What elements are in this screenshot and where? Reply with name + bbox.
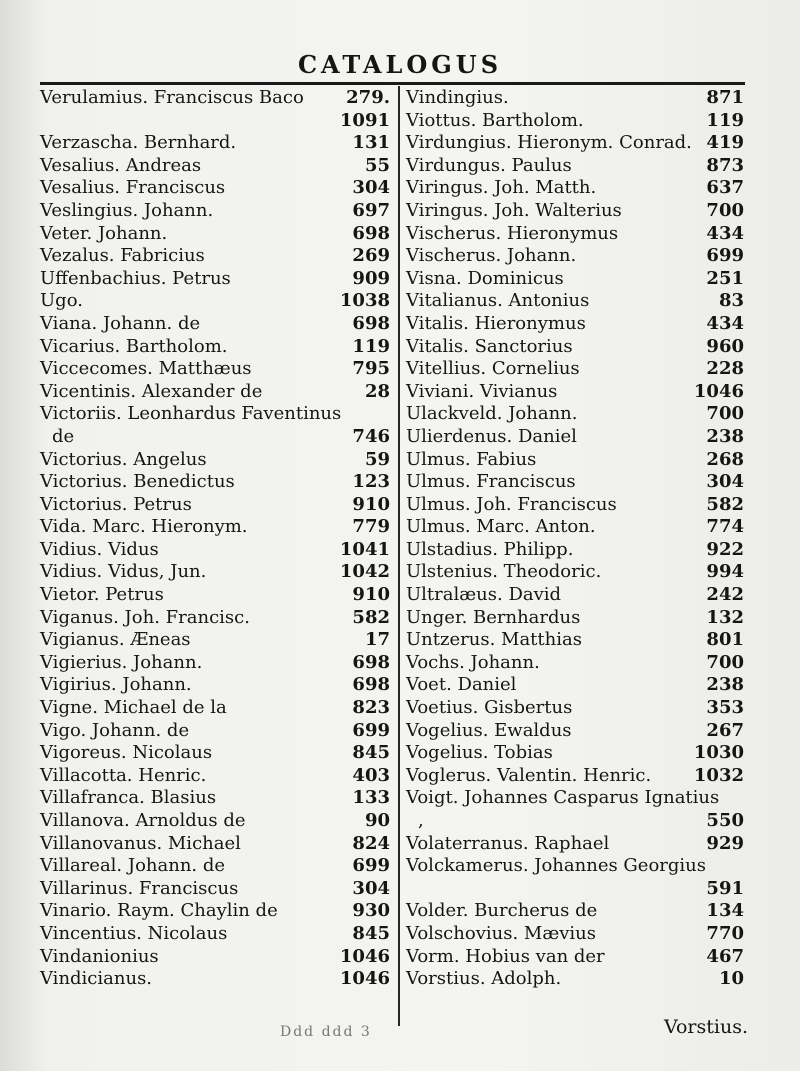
entry-page-number: 922 xyxy=(706,538,744,560)
entry-page-number: 795 xyxy=(352,358,390,380)
index-entry xyxy=(406,87,744,110)
entry-page-number: 1046 xyxy=(339,945,390,967)
entry-name: Vesalius. Franciscus xyxy=(40,177,226,199)
entry-page-number: 823 xyxy=(352,697,390,719)
entry-page-number: 90 xyxy=(364,810,390,831)
entry-name: Viringus. Joh. Matth. xyxy=(406,177,597,199)
entry-page-number: 403 xyxy=(352,764,390,786)
entry-page-number: 550 xyxy=(706,810,744,831)
index-entry xyxy=(406,584,744,607)
entry-page-number: 994 xyxy=(706,561,744,583)
index-entry xyxy=(406,855,744,878)
entry-page-number: 697 xyxy=(352,199,390,221)
index-entry xyxy=(40,968,390,991)
entry-name: Voglerus. Valentin. Henric. xyxy=(406,764,652,786)
index-entry xyxy=(40,200,390,223)
entry-name: Voetius. Gisbertus xyxy=(406,697,573,719)
entry-name: Vigne. Michael de la xyxy=(40,697,227,719)
index-entry xyxy=(40,381,390,404)
entry-page-number: 779 xyxy=(352,516,390,538)
entry-page-number: 699 xyxy=(352,855,390,877)
entry-page-number: 909 xyxy=(352,267,390,289)
index-entry xyxy=(406,697,744,720)
entry-name: Vitalianus. Antonius xyxy=(406,290,590,312)
entry-page-number: 242 xyxy=(706,584,744,606)
entry-page-number: 269 xyxy=(352,245,390,267)
entry-name: Vogelius. Tobias xyxy=(406,742,553,764)
entry-name: Viringus. Joh. Walterius xyxy=(406,199,622,221)
entry-page-number: 1042 xyxy=(339,561,390,583)
index-entry xyxy=(406,403,744,426)
entry-name: Viviani. Vivianus xyxy=(406,380,558,402)
entry-name: Unger. Bernhardus xyxy=(406,606,581,628)
entry-name: Ugo. xyxy=(40,290,83,312)
entry-name: Vigierius. Johann. xyxy=(40,651,203,673)
index-entry xyxy=(406,471,744,494)
entry-name: Vischerus. Hieronymus xyxy=(406,222,619,244)
index-entry xyxy=(406,946,744,969)
entry-page-number: 770 xyxy=(706,922,744,944)
index-entry xyxy=(406,381,744,404)
entry-page-number: 119 xyxy=(706,109,744,131)
entry-name: Vindanionius xyxy=(40,945,159,967)
index-entry xyxy=(40,607,390,630)
entry-page-number: 960 xyxy=(706,335,744,357)
index-entry xyxy=(40,878,390,901)
index-entry xyxy=(406,539,744,562)
entry-page-number: 55 xyxy=(364,154,390,176)
index-entry xyxy=(40,336,390,359)
entry-name: Untzerus. Matthias xyxy=(406,629,582,651)
entry-page-number: 17 xyxy=(364,629,390,651)
index-entry xyxy=(40,539,390,562)
entry-name: Villanova. Arnoldus de xyxy=(40,810,246,831)
left-column xyxy=(40,87,390,991)
index-entry xyxy=(40,900,390,923)
entry-page-number: 910 xyxy=(352,493,390,515)
index-entry xyxy=(406,336,744,359)
column-divider xyxy=(398,86,400,1026)
entry-page-number: 845 xyxy=(352,742,390,764)
entry-page-number: 1038 xyxy=(339,290,390,312)
page-title: CATALOGUS xyxy=(297,50,503,79)
entry-page-number: 930 xyxy=(352,900,390,922)
entry-name: Vitalis. Hieronymus xyxy=(406,312,586,334)
entry-name: Victorius. Petrus xyxy=(40,493,192,515)
entry-page-number: 1046 xyxy=(339,968,390,990)
index-entry xyxy=(406,923,744,946)
index-entry xyxy=(40,268,390,291)
index-entry xyxy=(40,87,390,110)
entry-name: Ulmus. Marc. Anton. xyxy=(406,516,596,538)
index-entry xyxy=(406,245,744,268)
index-entry xyxy=(40,155,390,178)
index-entry xyxy=(406,900,744,923)
entry-page-number: 1091 xyxy=(339,109,390,131)
entry-name: Ultralæus. David xyxy=(406,584,562,606)
index-entry xyxy=(406,426,744,449)
entry-page-number: 871 xyxy=(706,87,744,108)
entry-page-number: 28 xyxy=(364,380,390,402)
index-entry xyxy=(40,697,390,720)
index-entry xyxy=(40,132,390,155)
entry-page-number: 133 xyxy=(352,787,390,809)
entry-name: Veslingius. Johann. xyxy=(40,199,214,221)
index-entry xyxy=(40,110,390,133)
index-entry xyxy=(40,584,390,607)
index-entry xyxy=(40,494,390,517)
entry-page-number: 582 xyxy=(352,606,390,628)
entry-name: Vesalius. Andreas xyxy=(40,154,202,176)
index-entry xyxy=(40,561,390,584)
catchword: Vorstius. xyxy=(664,1016,748,1038)
entry-name: Voet. Daniel xyxy=(406,674,517,696)
entry-name: Vicentinis. Alexander de xyxy=(40,380,263,402)
index-entry xyxy=(406,629,744,652)
entry-name: Vezalus. Fabricius xyxy=(40,245,205,267)
index-entry xyxy=(406,494,744,517)
index-entry xyxy=(406,155,744,178)
entry-page-number: 637 xyxy=(706,177,744,199)
entry-page-number: 845 xyxy=(352,922,390,944)
index-entry xyxy=(406,313,744,336)
entry-page-number: 119 xyxy=(352,335,390,357)
entry-name: Vidius. Vidus xyxy=(40,538,159,560)
entry-page-number: 774 xyxy=(706,516,744,538)
index-entry xyxy=(40,313,390,336)
right-column xyxy=(406,87,744,991)
entry-name: Viottus. Bartholom. xyxy=(406,109,584,131)
entry-name: Volder. Burcherus de xyxy=(406,900,598,922)
entry-page-number: 304 xyxy=(352,877,390,899)
entry-page-number: 698 xyxy=(352,651,390,673)
entry-name: Verzascha. Bernhard. xyxy=(40,132,237,154)
index-entry xyxy=(406,177,744,200)
entry-name: Villareal. Johann. de xyxy=(40,855,226,877)
entry-name: Villacotta. Henric. xyxy=(40,764,207,786)
entry-page-number: 131 xyxy=(352,132,390,154)
index-entry xyxy=(406,742,744,765)
entry-name: Vinario. Raym. Chaylin de xyxy=(40,900,278,922)
header-rule xyxy=(40,82,745,85)
entry-name: Viccecomes. Matthæus xyxy=(40,358,252,380)
entry-name: Ulmus. Joh. Franciscus xyxy=(406,493,617,515)
entry-name: Vorstius. Adolph. xyxy=(406,968,562,990)
index-entry xyxy=(40,516,390,539)
entry-name: Uffenbachius. Petrus xyxy=(40,267,231,289)
entry-name: Ulstadius. Philipp. xyxy=(406,538,574,560)
entry-name: Vitellius. Cornelius xyxy=(406,358,580,380)
index-entry xyxy=(406,516,744,539)
entry-page-number: 700 xyxy=(706,403,744,425)
entry-name: Viana. Johann. de xyxy=(40,312,201,334)
index-entry xyxy=(406,652,744,675)
entry-page-number: 304 xyxy=(706,471,744,493)
index-entry xyxy=(406,787,744,810)
index-entry xyxy=(406,268,744,291)
index-entry xyxy=(40,358,390,381)
entry-name: Vigoreus. Nicolaus xyxy=(40,742,213,764)
entry-name: Virdungus. Paulus xyxy=(406,154,572,176)
entry-name: Vorm. Hobius van der xyxy=(406,945,605,967)
entry-name: Vida. Marc. Hieronym. xyxy=(40,516,248,538)
entry-page-number: 467 xyxy=(706,945,744,967)
index-entry xyxy=(40,787,390,810)
entry-page-number: 434 xyxy=(706,222,744,244)
entry-name: Volckamerus. Johannes Georgius xyxy=(406,855,707,877)
entry-page-number: 268 xyxy=(706,448,744,470)
entry-page-number: 910 xyxy=(352,584,390,606)
entry-name: Vigo. Johann. de xyxy=(40,719,190,741)
index-entry xyxy=(406,223,744,246)
index-entry xyxy=(40,471,390,494)
entry-name: Vogelius. Ewaldus xyxy=(406,719,572,741)
entry-name: Vindicianus. xyxy=(40,968,153,990)
index-entry xyxy=(40,855,390,878)
entry-page-number: 83 xyxy=(718,290,744,312)
entry-name: , xyxy=(418,810,424,831)
entry-name: Viganus. Joh. Francisc. xyxy=(40,606,250,628)
entry-name: Vindingius. xyxy=(406,87,509,108)
entry-name: Ulierdenus. Daniel xyxy=(406,425,577,447)
entry-name: Veter. Johann. xyxy=(40,222,168,244)
entry-page-number: 228 xyxy=(706,358,744,380)
entry-name: Ulstenius. Theodoric. xyxy=(406,561,602,583)
entry-name: Vidius. Vidus, Jun. xyxy=(40,561,207,583)
entry-name: Villafranca. Blasius xyxy=(40,787,217,809)
entry-page-number: 746 xyxy=(352,425,390,447)
index-entry xyxy=(40,449,390,472)
index-entry xyxy=(40,742,390,765)
index-entry xyxy=(40,245,390,268)
entry-page-number: 801 xyxy=(706,629,744,651)
entry-page-number: 1041 xyxy=(339,538,390,560)
entry-page-number: 591 xyxy=(706,877,744,899)
entry-page-number: 824 xyxy=(352,832,390,854)
index-entry xyxy=(40,810,390,833)
index-entry xyxy=(406,290,744,313)
entry-name: Verulamius. Franciscus Baco xyxy=(40,87,304,108)
entry-name: Villanovanus. Michael xyxy=(40,832,241,854)
entry-page-number: 873 xyxy=(706,154,744,176)
entry-page-number: 700 xyxy=(706,199,744,221)
index-entry xyxy=(40,629,390,652)
index-entry xyxy=(406,720,744,743)
entry-page-number: 419 xyxy=(706,132,744,154)
index-entry xyxy=(406,833,744,856)
entry-page-number: 251 xyxy=(706,267,744,289)
entry-name: de xyxy=(52,425,75,447)
entry-page-number: 700 xyxy=(706,651,744,673)
entry-name: Vischerus. Johann. xyxy=(406,245,577,267)
entry-page-number: 929 xyxy=(706,832,744,854)
index-entry xyxy=(40,720,390,743)
entry-page-number: 698 xyxy=(352,674,390,696)
entry-page-number: 279. xyxy=(346,87,390,108)
entry-name: Victorius. Angelus xyxy=(40,448,207,470)
entry-name: Vigianus. Æneas xyxy=(40,629,191,651)
index-entry xyxy=(40,177,390,200)
entry-name: Vietor. Petrus xyxy=(40,584,164,606)
entry-page-number: 59 xyxy=(364,448,390,470)
entry-page-number: 1046 xyxy=(693,380,744,402)
entry-page-number: 238 xyxy=(706,674,744,696)
entry-name: Vigirius. Johann. xyxy=(40,674,192,696)
entry-name: Volschovius. Mævius xyxy=(406,922,596,944)
index-entry xyxy=(406,132,744,155)
entry-page-number: 304 xyxy=(352,177,390,199)
entry-page-number: 699 xyxy=(352,719,390,741)
entry-page-number: 1030 xyxy=(693,742,744,764)
index-entry xyxy=(40,426,390,449)
entry-page-number: 353 xyxy=(706,697,744,719)
index-entry xyxy=(40,674,390,697)
index-entry xyxy=(406,449,744,472)
index-entry xyxy=(406,358,744,381)
index-entry xyxy=(40,765,390,788)
index-entry xyxy=(406,968,744,991)
entry-name: Voigt. Johannes Casparus Ignatius xyxy=(406,787,720,809)
entry-page-number: 238 xyxy=(706,425,744,447)
entry-name: Villarinus. Franciscus xyxy=(40,877,239,899)
index-entry xyxy=(406,110,744,133)
entry-name: Vitalis. Sanctorius xyxy=(406,335,573,357)
entry-page-number: 698 xyxy=(352,312,390,334)
index-entry xyxy=(40,403,390,426)
entry-page-number: 434 xyxy=(706,312,744,334)
index-entry xyxy=(40,946,390,969)
entry-name: Volaterranus. Raphael xyxy=(406,832,610,854)
entry-name: Vicarius. Bartholom. xyxy=(40,335,228,357)
index-entry xyxy=(40,923,390,946)
entry-page-number: 699 xyxy=(706,245,744,267)
entry-page-number: 123 xyxy=(352,471,390,493)
signature-mark: Ddd ddd 3 xyxy=(280,1024,372,1040)
entry-page-number: 698 xyxy=(352,222,390,244)
index-entry xyxy=(40,833,390,856)
index-entry xyxy=(406,200,744,223)
entry-name: Virdungius. Hieronym. Conrad. xyxy=(406,132,692,154)
index-entry xyxy=(40,290,390,313)
entry-name: Victoriis. Leonhardus Faventinus xyxy=(40,403,342,425)
entry-name: Ulmus. Fabius xyxy=(406,448,537,470)
entry-page-number: 267 xyxy=(706,719,744,741)
entry-name: Vochs. Johann. xyxy=(406,651,540,673)
entry-name: Vincentius. Nicolaus xyxy=(40,922,228,944)
entry-name: Visna. Dominicus xyxy=(406,267,564,289)
index-entry xyxy=(406,810,744,833)
entry-page-number: 582 xyxy=(706,493,744,515)
entry-page-number: 132 xyxy=(706,606,744,628)
index-entry xyxy=(40,223,390,246)
entry-name: Ulackveld. Johann. xyxy=(406,403,578,425)
index-entry xyxy=(40,652,390,675)
index-entry xyxy=(406,674,744,697)
entry-page-number: 10 xyxy=(718,968,744,990)
index-entry xyxy=(406,878,744,901)
index-entry xyxy=(406,561,744,584)
index-entry xyxy=(406,765,744,788)
index-entry xyxy=(406,607,744,630)
entry-name: Ulmus. Franciscus xyxy=(406,471,576,493)
entry-name: Victorius. Benedictus xyxy=(40,471,235,493)
entry-page-number: 134 xyxy=(706,900,744,922)
entry-page-number: 1032 xyxy=(693,764,744,786)
